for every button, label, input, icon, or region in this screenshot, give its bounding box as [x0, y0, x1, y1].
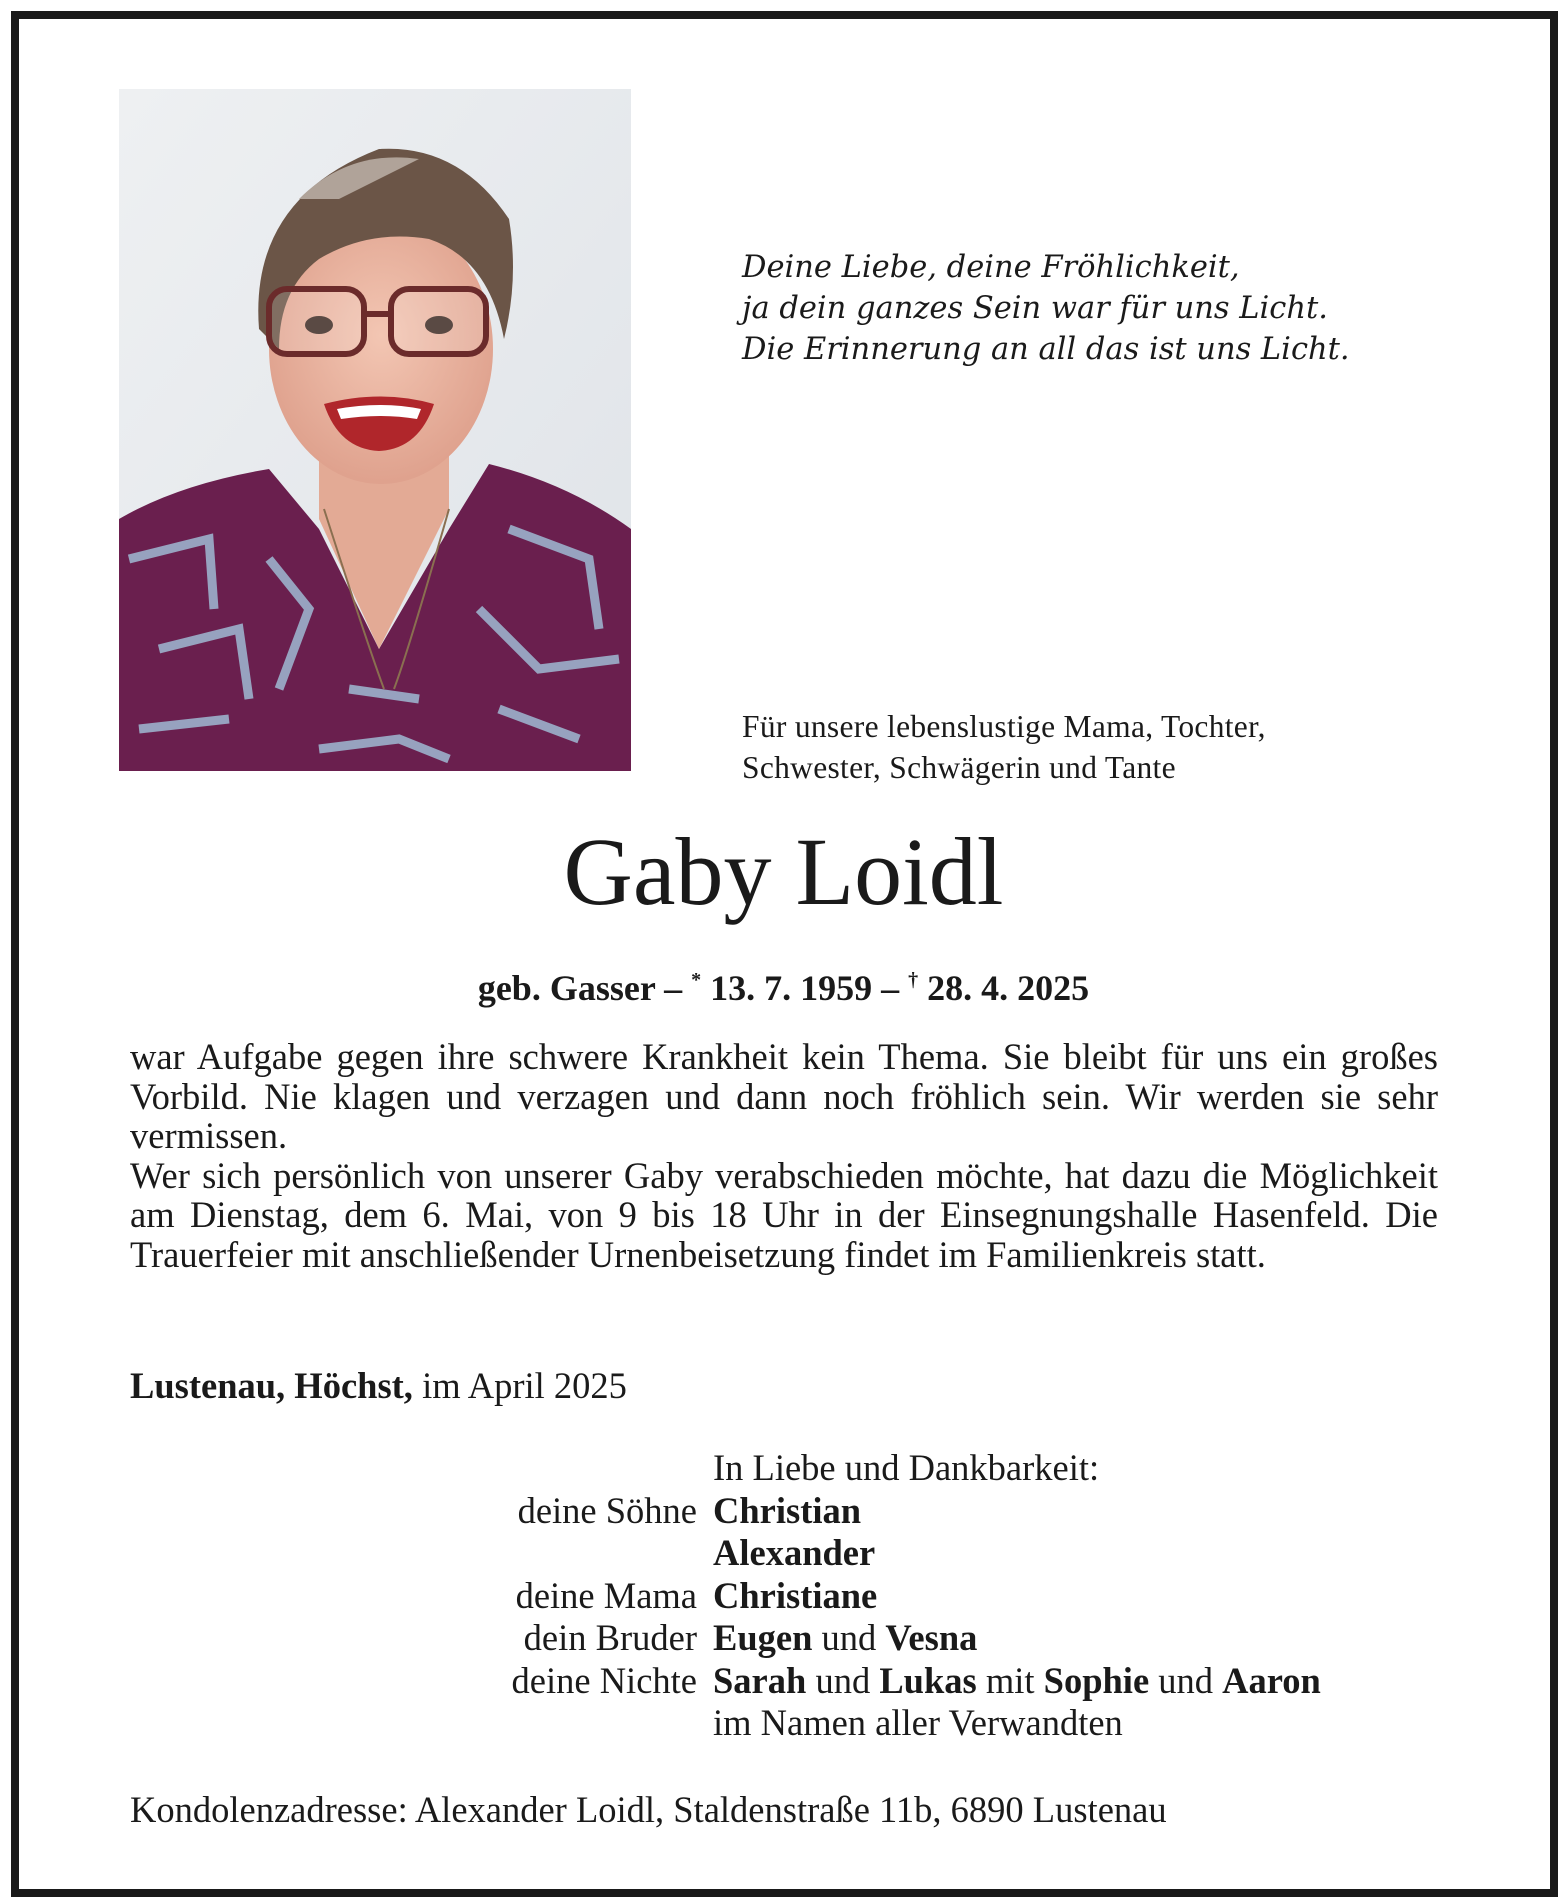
paragraph: Wer sich persönlich von unserer Gaby verabschieden möchte, hat dazu die Möglichkeit am Dienstag, dem 6. Mai, von 9 bis 18 Uhr in der Einsegnungshalle Hasenfeld. Die Trauerfeier mit anschließender Urnenbeisetzung findet im Familienkreis statt. — [130, 1154, 1438, 1275]
maiden-name: geb. Gasser — [477, 968, 656, 1008]
signature-block — [130, 1447, 1440, 1745]
signature-row — [130, 1575, 1440, 1618]
dedication-line: Schwester, Schwägerin und Tante — [742, 750, 1176, 785]
towns: Lustenau, Höchst, — [130, 1365, 413, 1406]
poem-line: Deine Liebe, deine Fröhlichkeit, — [742, 250, 1240, 285]
relation-label — [130, 1532, 713, 1575]
connector: und — [812, 1617, 886, 1658]
relative-name: Christian — [713, 1489, 862, 1531]
place-date — [130, 1365, 627, 1407]
relation-label: deine Nichte — [511, 1659, 697, 1701]
signature-row — [130, 1660, 1440, 1703]
paragraph: war Aufgabe gegen ihre schwere Krankheit kein Thema. Sie bleibt für uns ein großes Vorbild. Nie klagen und verzagen und dann noch fröhlich sein. Wir werden sie sehr vermissen. — [130, 1036, 1438, 1156]
signature-row — [130, 1532, 1440, 1575]
relative-names — [713, 1617, 977, 1660]
relative-names — [713, 1532, 875, 1575]
dash: – — [655, 968, 692, 1008]
relative-name: Sarah — [713, 1659, 807, 1701]
relative-name: Lukas — [879, 1659, 977, 1701]
signature-rows — [130, 1490, 1440, 1703]
poem — [742, 247, 1350, 370]
poem-line: Die Erinnerung an all das ist uns Licht. — [742, 332, 1350, 367]
dash: – — [872, 968, 909, 1008]
death-date: 28. 4. 2025 — [918, 968, 1090, 1008]
obituary-text — [130, 1037, 1438, 1274]
relation-label: deine Mama — [515, 1574, 697, 1616]
connector: und — [806, 1659, 880, 1701]
condolence-address: Kondolenzadresse: Alexander Loidl, Staldenstraße 11b, 6890 Lustenau — [130, 1789, 1167, 1830]
portrait-photo — [119, 89, 631, 771]
date: im April 2025 — [412, 1365, 627, 1406]
poem-line: ja dein ganzes Sein war für uns Licht. — [742, 291, 1328, 326]
death-symbol: † — [908, 969, 919, 991]
deceased-name: Gaby Loidl — [563, 818, 1004, 925]
signature-footer: im Namen aller Verwandten — [713, 1702, 1123, 1743]
dedication — [742, 706, 1266, 788]
relative-name: Eugen — [713, 1617, 813, 1658]
birth-date: 13. 7. 1959 — [701, 968, 873, 1008]
relative-names — [713, 1660, 1321, 1703]
relative-name: Christiane — [713, 1574, 878, 1616]
life-dates — [0, 958, 1567, 1010]
signature-row — [130, 1617, 1440, 1660]
connector: mit — [976, 1659, 1044, 1701]
signature-intro: In Liebe und Dankbarkeit: — [713, 1447, 1100, 1488]
birth-symbol: * — [691, 969, 702, 991]
relative-names — [713, 1575, 877, 1618]
relative-name: Sophie — [1043, 1659, 1150, 1701]
connector: und — [1149, 1659, 1223, 1701]
relation-label: deine Söhne — [517, 1489, 697, 1531]
relation-label: dein Bruder — [523, 1617, 697, 1658]
relative-names — [713, 1490, 861, 1533]
relative-name: Alexander — [713, 1532, 876, 1573]
relative-name: Vesna — [885, 1617, 978, 1658]
dedication-line: Für unsere lebenslustige Mama, Tochter, — [742, 709, 1266, 744]
relative-name: Aaron — [1222, 1659, 1321, 1701]
signature-row — [130, 1490, 1440, 1533]
